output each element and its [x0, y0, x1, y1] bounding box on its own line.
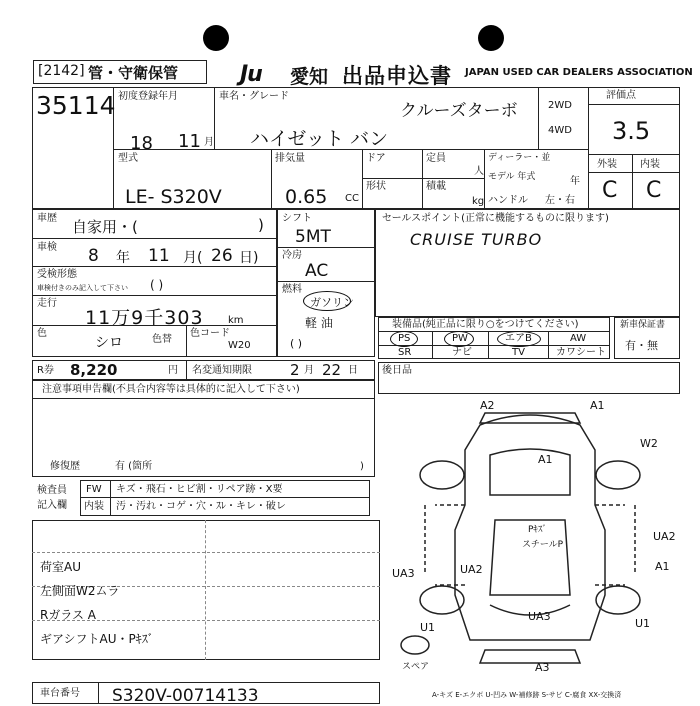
diagram-label-w2: W2: [640, 437, 658, 450]
chassis-value: S320V-00714133: [112, 686, 259, 706]
history-label: 車歴: [37, 213, 57, 224]
diagram-label-ua2-right: UA2: [653, 530, 676, 543]
inspection-month-unit: 月(: [183, 250, 203, 266]
declaration-label: 注意事項申告欄(不具合内容等は具体的に記入して下さい): [42, 384, 300, 395]
r-ticket-yen: 円: [168, 365, 178, 376]
model-value: LE- S320V: [125, 186, 222, 208]
color-value: シロ: [95, 335, 123, 351]
ac-value: AC: [305, 261, 329, 281]
transfer-day-unit: 日: [348, 365, 358, 376]
diagram-label-u1-left: U1: [420, 621, 436, 634]
punch-hole-left: [203, 25, 229, 51]
equip-label: 装備品(純正品に限り○をつけてください): [392, 319, 579, 330]
inspector-label-2: 記入欄: [37, 500, 67, 511]
displacement-label: 排気量: [275, 153, 305, 164]
diagram-label-p-scratch: Pｷｽﾞ: [528, 525, 547, 535]
interior-label: 内装: [640, 159, 660, 170]
receipt-note: 車検付きのみ記入して下さい: [37, 284, 128, 292]
equip-navi: ナビ: [452, 347, 472, 358]
shift-value: 5MT: [295, 227, 331, 247]
comment-4: ギアシフトAU・Pｷｽﾞ: [40, 632, 154, 646]
handle-label: ハンドル: [488, 195, 528, 206]
repair-close: ): [360, 461, 364, 472]
post-item-frame: [378, 362, 680, 394]
color-code-label: 色コード: [190, 328, 230, 339]
diagram-label-u1-right: U1: [635, 617, 651, 630]
transfer-month: 2: [290, 361, 300, 379]
association-name: JAPAN USED CAR DEALERS ASSOCIATION: [465, 67, 693, 78]
post-item-label: 後日品: [382, 365, 412, 376]
diagram-label-ua2-left: UA2: [460, 563, 483, 576]
car-name-label: 車名・グレード: [219, 91, 289, 102]
inspection-month: 11: [148, 246, 170, 266]
fuel-gasoline-circle: [303, 291, 351, 311]
diagram-label-spare: スペア: [402, 662, 430, 672]
repair-label: 修復歴: [50, 461, 80, 472]
inspection-year-unit: 年: [116, 250, 130, 266]
first-reg-year: 18: [130, 133, 153, 154]
equip-ps: PS: [398, 333, 411, 344]
color-label: 色: [37, 328, 47, 339]
diagram-label-ua3-left: UA3: [392, 567, 415, 580]
lot-number: 35114: [36, 91, 116, 120]
car-damage-diagram: [380, 395, 680, 680]
history-value: 自家用・(: [72, 218, 138, 236]
km-unit: km: [228, 315, 244, 326]
lot-code: [2142]: [38, 63, 85, 79]
car-outline: [401, 413, 640, 663]
ju-logo: Ju: [240, 62, 262, 87]
fuel-label: 燃料: [282, 284, 302, 295]
damage-legend: A-キズ E-エクボ U-凹み W-補修跡 S-サビ C-腐食 XX-交換済: [432, 691, 622, 699]
r-ticket-label: R券: [37, 365, 54, 376]
sales-point-frame: [375, 209, 680, 317]
comment-2: 左側面W2ムラ: [40, 584, 120, 598]
inspection-label: 車検: [37, 242, 57, 253]
color-diff-label: 色替: [152, 334, 172, 345]
receipt-paren: ( ): [150, 278, 164, 292]
sales-point-label: セールスポイント(正常に機能するものに限ります): [382, 213, 609, 224]
fw-items: キズ・飛石・ヒビ割・リペア跡・X要: [116, 484, 283, 495]
score-label: 評価点: [606, 90, 636, 101]
first-reg-month: 11: [178, 131, 201, 152]
diagram-label-ua3-rear: UA3: [528, 610, 551, 623]
exterior-label: 外装: [597, 159, 617, 170]
equip-pw-circle: [444, 331, 474, 347]
chassis-label: 車台番号: [40, 688, 80, 699]
brand-name: 愛知: [290, 66, 329, 88]
interior-grade: C: [646, 178, 662, 203]
ac-label: 冷房: [282, 250, 302, 261]
drive-4wd: 4WD: [548, 125, 572, 136]
transfer-month-unit: 月: [304, 365, 314, 376]
punch-hole-right: [478, 25, 504, 51]
mileage-value: 11万9千303: [85, 307, 204, 329]
color-code-value: W20: [228, 340, 251, 351]
diagram-label-a1-right: A1: [655, 560, 670, 573]
lot-note: 管・守衛保管: [88, 64, 179, 82]
diagram-label-steel-p: スチールP: [522, 540, 564, 550]
equip-tv: TV: [512, 347, 525, 358]
interior-check-items: 汚・汚れ・コゲ・穴・ｽﾚ・キレ・破レ: [116, 501, 286, 512]
receipt-label: 受検形態: [37, 269, 77, 280]
diagram-label-a3: A3: [535, 661, 550, 674]
exterior-grade: C: [602, 178, 618, 203]
door-label: ドア: [366, 153, 386, 164]
repair-value: 有 (箇所: [115, 461, 153, 472]
sales-point-value: CRUISE TURBO: [410, 230, 543, 249]
capacity-label: 定員: [426, 153, 446, 164]
inspection-day: 26: [211, 246, 233, 266]
equip-leather-seat: カワシート: [556, 347, 606, 358]
history-close: ): [258, 216, 264, 234]
model-label: 型式: [118, 153, 138, 164]
fw-label: FW: [86, 484, 102, 495]
diagram-label-a1-hood: A1: [538, 453, 553, 466]
equip-ps-circle: [390, 331, 418, 347]
transfer-day: 22: [322, 361, 342, 379]
r-ticket-value: 8,220: [70, 361, 118, 379]
equip-airbag-circle: [497, 331, 541, 347]
interior-check-label: 内装: [84, 501, 104, 512]
equip-pw: PW: [452, 333, 468, 344]
load-label: 積載: [426, 181, 446, 192]
grade-value: クルーズターボ: [400, 101, 518, 121]
first-reg-label: 初度登録年月: [118, 91, 178, 102]
model-year-label: モデル 年式: [488, 172, 536, 182]
form-title: 出品申込書: [342, 64, 452, 88]
mileage-label: 走行: [37, 298, 57, 309]
displacement-value: 0.65: [285, 186, 328, 208]
score-value: 3.5: [612, 117, 651, 145]
warranty-value: 有・無: [625, 339, 658, 352]
drive-2wd: 2WD: [548, 100, 572, 111]
diagram-label-a1-top: A1: [590, 399, 605, 412]
equip-airbag: エアB: [505, 333, 532, 344]
warranty-label: 新車保証書: [620, 320, 666, 330]
cc-unit: CC: [345, 193, 359, 204]
fuel-gasoline: ガソリン: [310, 296, 354, 309]
fuel-diesel: 軽 油: [305, 316, 333, 330]
diagram-label-a2-top: A2: [480, 399, 495, 412]
equip-sr: SR: [398, 347, 412, 358]
fuel-paren: ( ): [290, 337, 303, 350]
kg-unit: kg: [472, 196, 485, 207]
inspection-year: 8: [88, 246, 99, 266]
transfer-label: 名変通知期限: [192, 365, 252, 376]
inspector-label: 検査員: [37, 485, 67, 496]
comment-1: 荷室AU: [40, 560, 81, 574]
dealer-label: ディーラー・並: [488, 153, 551, 163]
comment-3: Rガラス A: [40, 608, 97, 622]
first-reg-month-unit: 月: [204, 137, 214, 148]
shape-label: 形状: [366, 181, 386, 192]
person-unit: 人: [474, 166, 484, 177]
year-unit: 年: [570, 176, 580, 187]
shift-label: シフト: [282, 213, 312, 224]
equip-aw: AW: [570, 333, 587, 344]
inspection-day-unit: 日): [239, 250, 259, 266]
handle-options: 左・右: [545, 195, 575, 206]
car-name-value: ハイゼット バン: [250, 128, 389, 150]
